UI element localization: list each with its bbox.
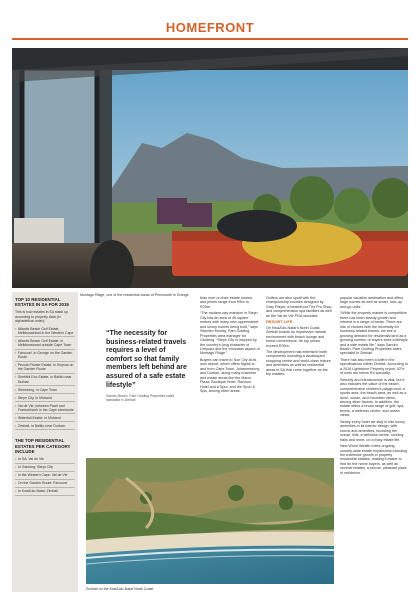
bullet-icon: • xyxy=(15,387,17,392)
paragraph: “The modern-day mansion in Steyn City has an area of 45 square metres with many new uppermarket and luxury homes being built,” says Stephen Murray, Pam Golding Properties area manager for Gauteng. “Steyn City is inspired by the country's long character of Limpopo and the mountain aspect of Montagu Ridge.” xyxy=(200,311,260,356)
paragraph: Golfers are also spoilt with the championship courses designed by Gary Player, a beachfront The Pro Shop and comprehensive spa facilities as well as the Val de Vie PGA stockists. xyxy=(266,296,332,318)
list-item: • In SA: Val de Vie xyxy=(15,456,75,464)
paragraph: Nearly every hotel we stay in has luxury amenities in its interior design, with rooms and amenities, including the ocean, hills, a wellness centre, running trails and more, on a busy estate life. xyxy=(340,419,405,442)
list-item: • In Gauteng: Steyn City xyxy=(15,464,75,472)
aerial-photo xyxy=(86,458,334,584)
list-item: • Waterfall Estate, in Midrand xyxy=(15,414,75,422)
list-item: • Steyn City, in Midrand xyxy=(15,394,75,402)
list-item: • In KwaZulu-Natal: Zimbali xyxy=(15,488,75,496)
article-column-3 xyxy=(340,296,408,596)
category-list xyxy=(15,456,75,496)
list-item: • Atlantic Beach Golf Estate, in Melkbosstrand outside Cape Town xyxy=(15,337,75,349)
list-item: • Val de Vie, between Paarl and Franschhoek in the Cape winelands xyxy=(15,402,75,414)
article-column-1 xyxy=(200,296,260,396)
paragraph: The development has extensive hotel components including a landscaped shopping centre and world-class leisure and amenities as well as residential areas in SA that come together as the top estates. xyxy=(266,349,331,377)
pull-quote-attribution: Sandro Beach, Pam Golding Properties sales specialist in Zimbali xyxy=(106,394,175,403)
bullet-icon: • xyxy=(15,338,17,343)
subheading: RESORT LIFE xyxy=(266,319,293,325)
paragraph: Buyers can travel to Sun City at its own airport, which offers flights to and from Cape Town, Johannesburg and Durban, along many business and estate areas like the Marco Plaza, Boutique Hotel, Rancour Hotel and a Spur, and the Sport & Spa, among other areas. xyxy=(200,357,260,394)
header-divider xyxy=(12,38,408,40)
paragraph: “While the property market is competitive there has been steady growth and interest in a range of areas. There are lots of choices with the necessity for business-related travels; we see a growing demand for residential land as a growing number of buyers seek a lifestyle and a safe estate life,” says Sandro Beach, Pam Golding Properties sales specialist in Zimbali. xyxy=(340,311,408,356)
bullet-icon: • xyxy=(15,375,17,380)
paragraph: Security and infrastructure is vital, but it also includes the value of the beach, comprehensive children's playground, a sports area, the beach area, as well as a dune, ocean, and mountain views, among other factors. In addition, the estate offers a broad range of golf, spa, tennis, a wellness centre, and ocean views. xyxy=(340,377,407,418)
bullet-icon: • xyxy=(15,473,17,478)
paragraph: popular vacation destination and offers large homes as well as smart, lock-up-and-go units. xyxy=(340,296,404,309)
sidebar-heading-categories: THE TOP RESIDENTIAL ESTATES PER CATEGORY INCLUDE xyxy=(15,438,71,454)
bullet-icon: • xyxy=(15,423,17,428)
bullet-icon: • xyxy=(15,415,17,420)
list-item: • Zimbali, in Ballito near Durban xyxy=(15,422,75,430)
bullet-icon: • xyxy=(15,481,17,486)
list-item: • Simbithi Eco-Estate, in Ballito near Durban xyxy=(15,374,75,386)
aerial-caption: Zimbali on the KwaZulu-Natal North Coast xyxy=(86,587,154,591)
paragraph: than ever on their estate homes, and prices range from R8m to R25m. xyxy=(200,296,253,309)
list-item: • Steenberg, in Cape Town xyxy=(15,386,75,394)
list-item: • Atlantic Beach Golf Estate, Melkbosstrand in the Western Cape xyxy=(15,325,75,337)
paragraph: New World Wealth notes ongoing country-wide estate expansions including the extensive growth in property residential estates, making it easier to find for the home buyers, as well as several estates, a secure, pleasant place of residence. xyxy=(340,444,408,475)
top-ten-list xyxy=(15,325,75,430)
hero-photo xyxy=(12,48,408,288)
bullet-icon: • xyxy=(15,363,17,368)
hero-caption: Montagu Ridge, one of the residential areas of Pennosuth in Grange xyxy=(80,293,189,297)
bullet-icon: • xyxy=(15,457,17,462)
bullet-icon: • xyxy=(15,465,17,470)
bullet-icon: • xyxy=(15,395,17,400)
list-item: • In the Western Cape: Val de Vie xyxy=(15,472,75,480)
pull-quote-text: “The necessity for business-related travels requires a level of comfort so that family members left behind are assured of a safe estate lifestyle” xyxy=(106,330,187,389)
list-item: • Pezula Private Estate, in Knysna on the Garden Route xyxy=(15,362,75,374)
list-item: • Fancourt, in George on the Garden Route xyxy=(15,350,75,362)
bullet-icon: • xyxy=(15,489,17,494)
article-column-2 xyxy=(266,296,332,379)
paragraph: On KwaZulu-Natal's North Coast, Zimbali boasts an impressive natural environment with beach lounge and forest convenience. Its top prices exceed R30m. xyxy=(266,325,326,348)
sidebar-intro: This is how estates in SA stack up according to property data (in alphabetical order): xyxy=(15,310,68,323)
sidebar-box xyxy=(12,292,78,592)
bullet-icon: • xyxy=(15,403,17,408)
bullet-icon: • xyxy=(15,326,17,331)
section-title: HOMEFRONT xyxy=(165,20,255,35)
bullet-icon: • xyxy=(15,351,17,356)
paragraph: There has also been a shift in the specifications within Zimbali. According to a 2018 Lightstone Property report, 52% of units are below R4 specialty. xyxy=(340,357,408,376)
pull-quote xyxy=(106,330,188,402)
page-header xyxy=(0,0,420,50)
list-item: • On the Garden Route: Fancourt xyxy=(15,480,75,488)
sidebar-heading: TOP 10 RESIDENTIAL ESTATES IN SA FOR 2019 xyxy=(15,297,69,308)
